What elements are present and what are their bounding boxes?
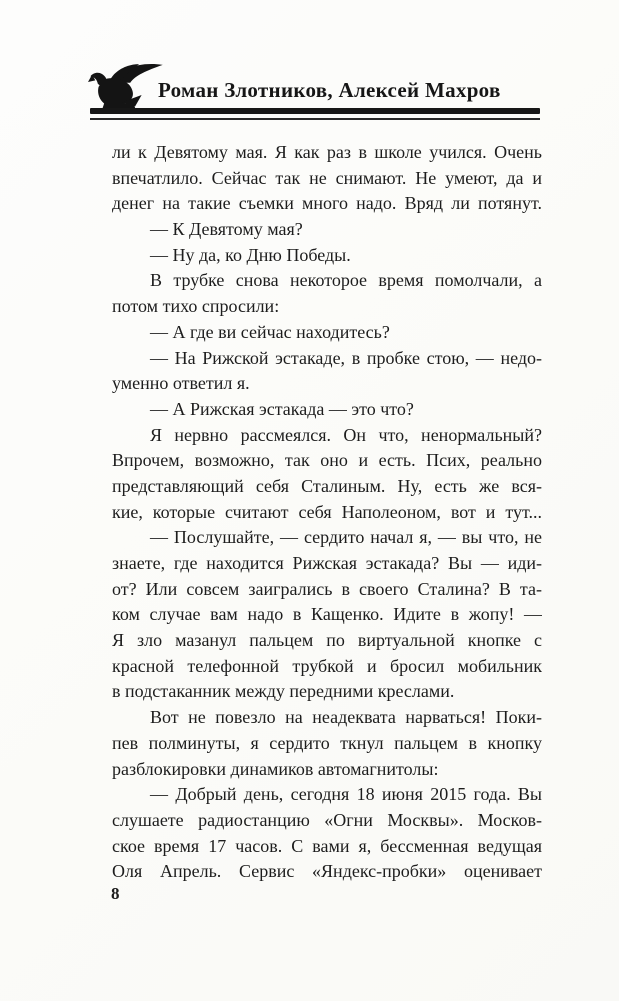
text-line: впечатлило. Сейчас так не снимают. Не умеют, да и [112, 167, 542, 188]
text-line: — Добрый день, сегодня 18 июня 2015 года. Вы [150, 784, 542, 805]
text-line: кие, которые считают себя Наполеоном, вот и тут... [112, 501, 542, 522]
text-line: слушаете радиостанцию «Огни Москвы». Москов- [112, 809, 542, 830]
text-line: пев полминуты, я сердито ткнул пальцем в кнопку [112, 732, 542, 753]
text-line: Я зло мазанул пальцем по виртуальной кнопке с [112, 630, 542, 651]
text-line: Оля Апрель. Сервис «Яндекс-пробки» оценивает [112, 861, 542, 882]
text-line: — А где ви сейчас находитесь? [150, 321, 390, 342]
text-line: В трубке снова некоторое время помолчали, а [150, 270, 542, 291]
text-line: — Послушайте, — сердито начал я, — вы что, не [150, 527, 542, 548]
text-line: ком случае вам надо в Кащенко. Идите в жопу! — [112, 604, 542, 625]
text-line: Впрочем, возможно, так оно и есть. Псих, реально [112, 450, 542, 471]
text-line: Я нервно рассмеялся. Он что, ненормальный? [150, 424, 542, 445]
text-line: представляющий себя Сталиным. Ну, есть же вся- [112, 475, 542, 496]
text-line: от? Или совсем заигрались в своего Сталина? В та- [112, 578, 542, 599]
text-line: — К Девятому мая? [150, 219, 303, 240]
text-line: ли к Девятому мая. Я как раз в школе учился. Очень [112, 142, 542, 162]
text-line: Вот не повезло на неадеквата нарваться! Поки- [150, 707, 542, 728]
text-line: знаете, где находится Рижская эстакада? Вы — иди- [112, 553, 542, 573]
text-line: разблокировки динамиков автомагнитолы: [112, 758, 439, 779]
eagle-icon [88, 60, 166, 112]
text-line: ское время 17 часов. С вами я, бессменная ведущая [112, 835, 542, 856]
header-rule-thin [90, 118, 540, 120]
text-line: — Ну да, ко Дню Победы. [150, 244, 351, 265]
text-line: в подстаканник между передними креслами. [112, 681, 455, 702]
text-line: потом тихо спросили: [112, 296, 280, 317]
page-number: 8 [111, 884, 120, 903]
text-line: денег на такие съемки много надо. Вряд ли потянут. [112, 193, 542, 214]
text-line: — А Рижская эстакада — это что? [150, 398, 414, 419]
text-line: красной телефонной трубкой и бросил мобильник [112, 655, 542, 676]
text-line: — На Рижской эстакаде, в пробке стою, — недо- [150, 347, 542, 368]
header-rule-thick [90, 108, 540, 114]
text-line: уменно ответил я. [112, 373, 250, 394]
authors-title: Роман Злотников, Алексей Махров [158, 78, 501, 102]
body-text [112, 140, 542, 885]
